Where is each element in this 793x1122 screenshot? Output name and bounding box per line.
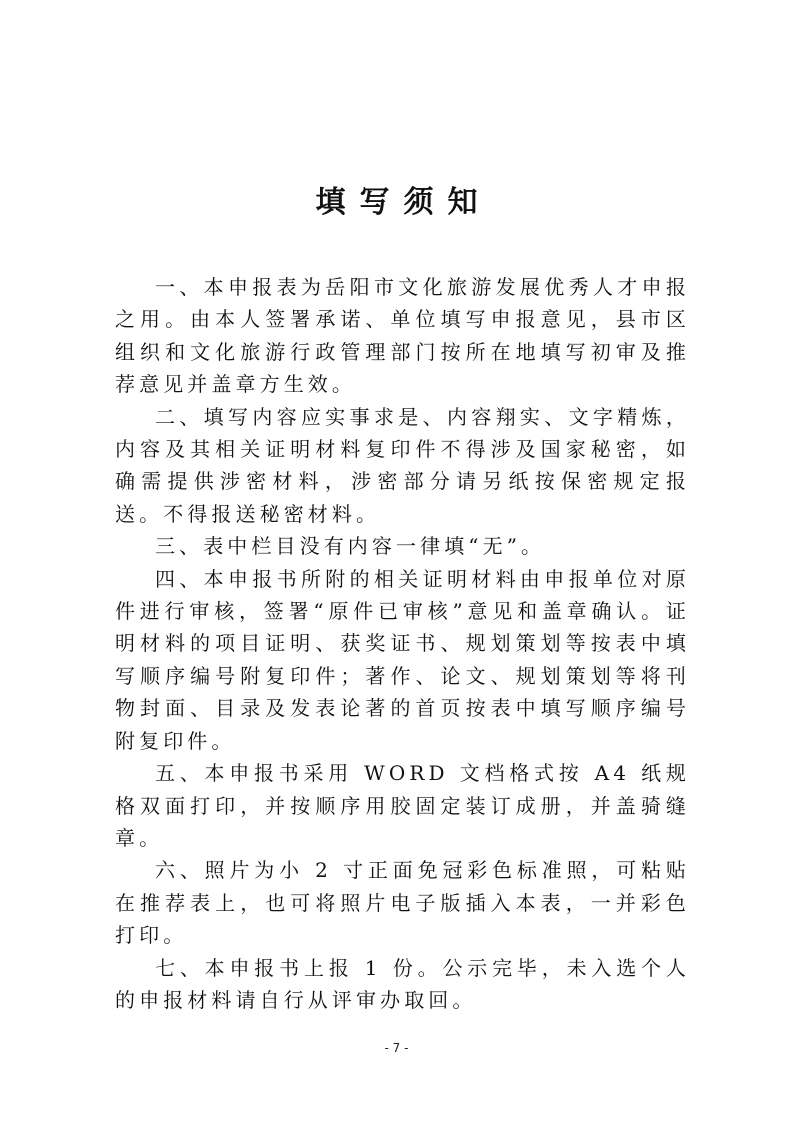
instruction-paragraph-3: 三、表中栏目没有内容一律填“无”。 [155,534,546,559]
instructions-body [115,271,690,1016]
instruction-paragraph-2: 二、填写内容应实事求是、内容翔实、文字精炼，内容及其相关证明材料复印件不得涉及国家秘密，如确需提供涉密材料，涉密部分请另纸按保密规定报送。不得报送秘密材料。 [115,404,690,526]
instruction-paragraph-5: 五、本申报书采用 WORD 文档格式按 A4 纸规格双面打印，并按顺序用胶固定装订成册，并盖骑缝章。 [115,761,690,850]
page-number: - 7 - [384,1041,409,1055]
instruction-paragraph-6: 六、照片为小 2 寸正面免冠彩色标准照，可粘贴在推荐表上，也可将照片电子版插入本表，一并彩色打印。 [115,858,690,948]
page-title: 填写须知 [315,185,492,220]
instruction-paragraph-7: 七、本申报书上报 1 份。公示完毕，未入选个人的申报材料请自行从评审办取回。 [115,955,690,1012]
instruction-paragraph-1: 一、本申报表为岳阳市文化旅游发展优秀人才申报之用。由本人签署承诺、单位填写申报意见，县市区组织和文化旅游行政管理部门按所在地填写初审及推荐意见并盖章方生效。 [115,275,690,397]
instruction-paragraph-4: 四、本申报书所附的相关证明材料由申报单位对原件进行审核，签署“原件已审核”意见和盖章确认。证明材料的项目证明、获奖证书、规划策划等按表中填写顺序编号附复印件；著作、论文、规划策划等将刊物封面、目录及发表论著的首页按表中填写顺序编号附复印件。 [115,566,690,753]
